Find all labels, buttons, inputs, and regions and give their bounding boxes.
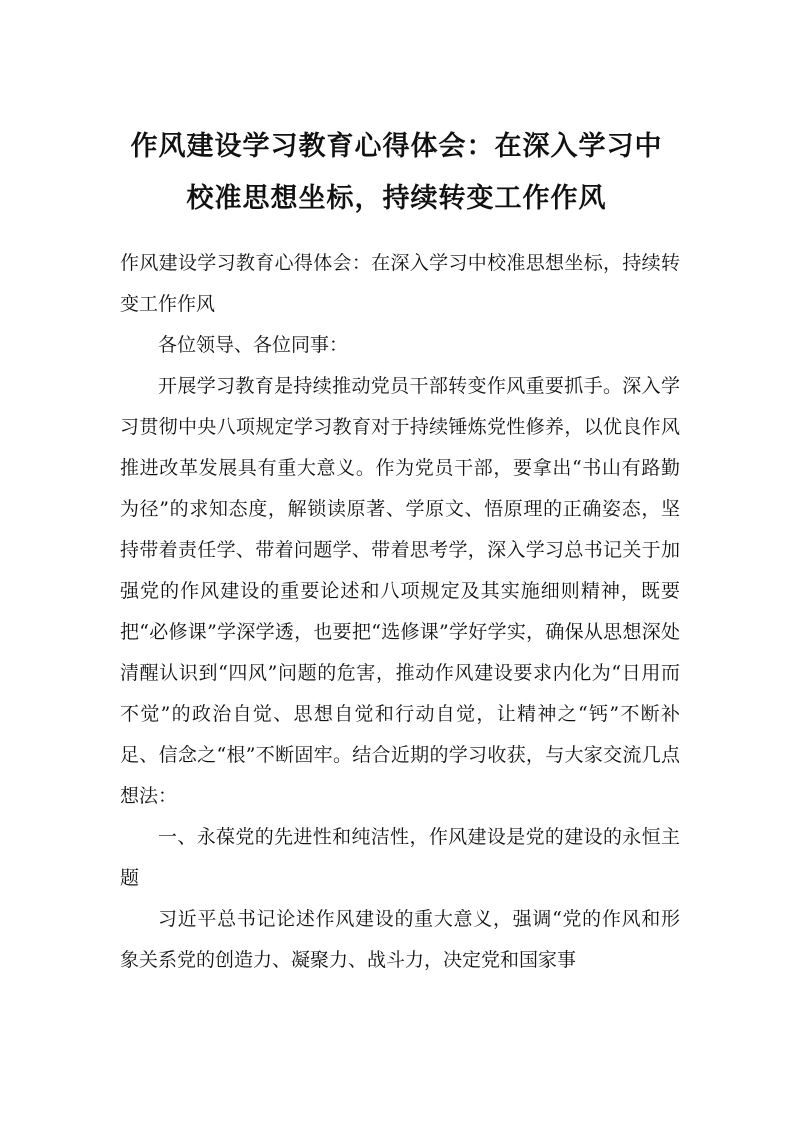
body-paragraph-section-1: 习近平总书记论述作风建设的重大意义，强调“党的作风和形象关系党的创造力、凝聚力、战斗力，决定党和国家事 xyxy=(120,908,680,971)
body-paragraph-intro: 开展学习教育是持续推动党员干部转变作风重要抓手。深入学习贯彻中央八项规定学习教育对于持续锤炼党性修养，以优良作风推进改革发展具有重大意义。作为党员干部，要拿出“书山有路勤为径”的求知态度，解锁读原著、学原文、悟原理的正确姿态，坚持带着责任学、带着问题学、带着思考学，深入学习总书记关于加强党的作风建设的重要论述和八项规定及其实施细则精神，既要把“必修课”学深学透，也要把“选修课”学好学实，确保从思想深处清醒认识到“四风”问题的危害，推动作风建设要求内化为“日用而不觉”的政治自觉、思想自觉和行动自觉，让精神之“钙”不断补足、信念之“根”不断固牢。结合近期的学习收获，与大家交流几点想法： xyxy=(120,375,680,807)
body-section-heading-1: 一、永葆党的先进性和纯洁性，作风建设是党的建设的永恒主题 xyxy=(120,826,680,889)
document-title-line-2: 校准思想坐标，持续转变工作作风 xyxy=(186,183,607,214)
document-body xyxy=(120,243,680,981)
document-title-line-1: 作风建设学习教育心得体会：在深入学习中 xyxy=(130,131,663,162)
body-paragraph-subtitle: 作风建设学习教育心得体会：在深入学习中校准思想坐标，持续转变工作作风 xyxy=(120,252,680,315)
body-paragraph-salutation: 各位领导、各位同事： xyxy=(158,334,349,356)
